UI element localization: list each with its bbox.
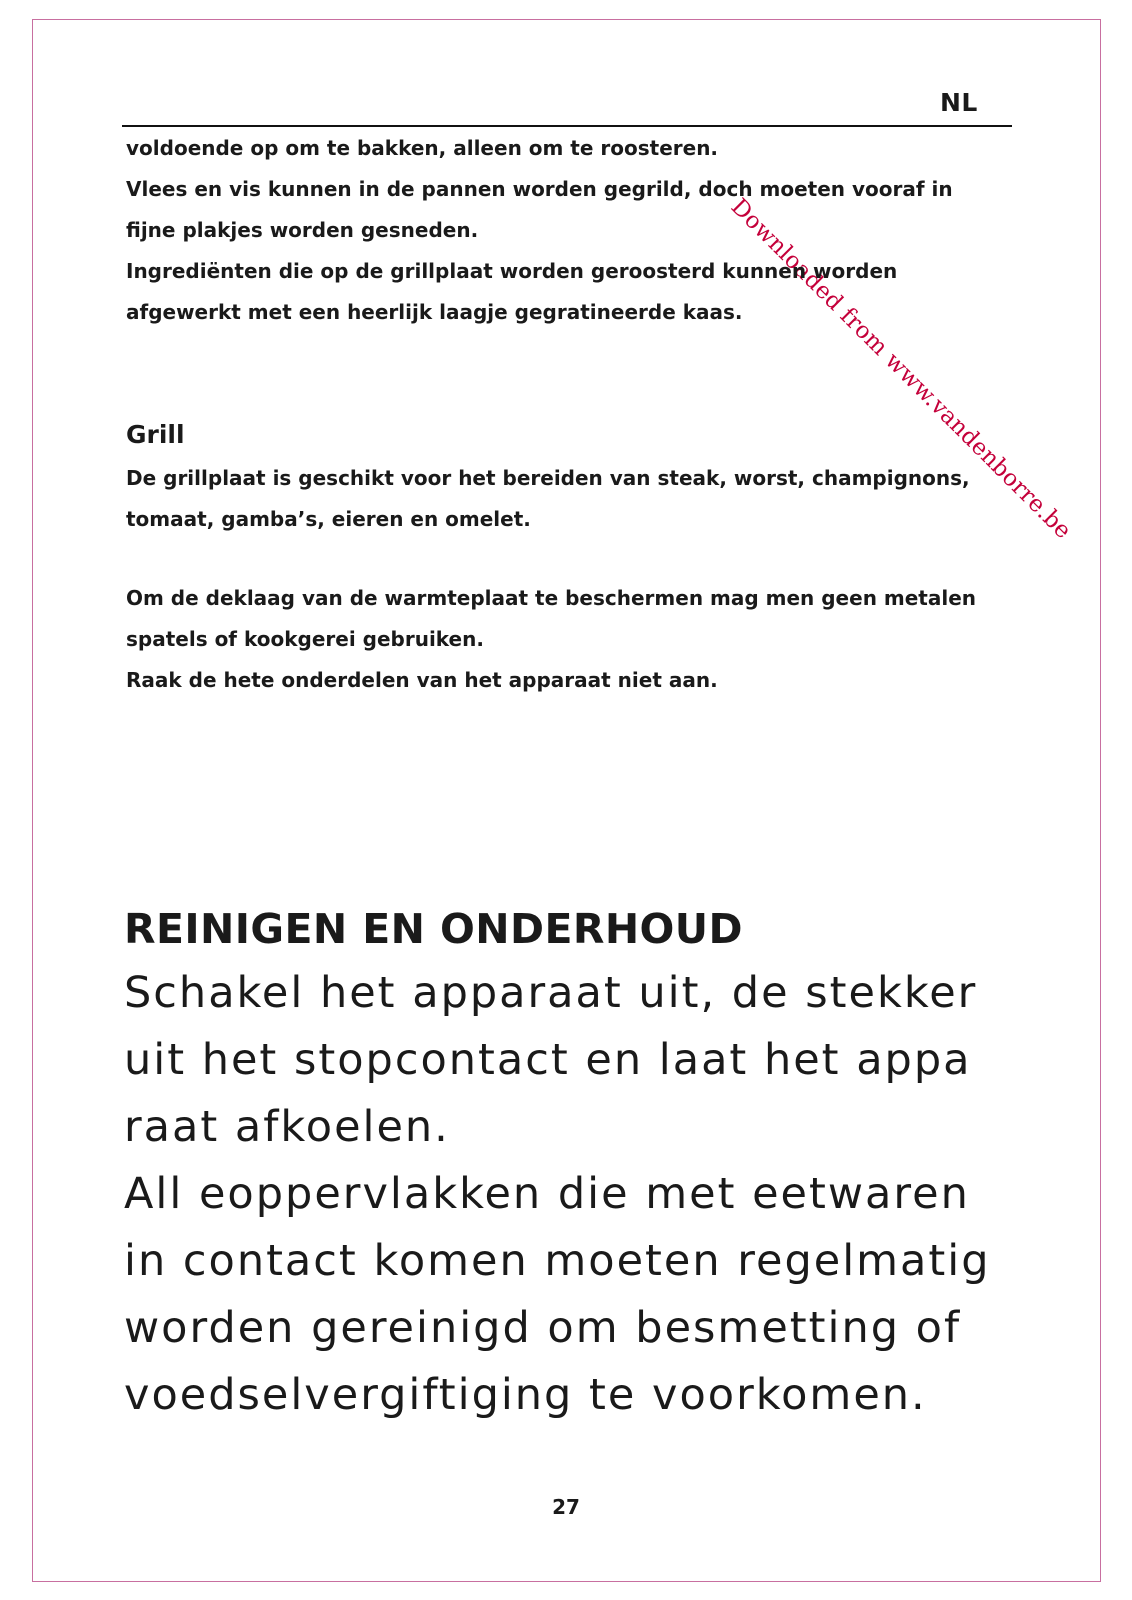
language-tag: NL [940,88,978,117]
page-number: 27 [552,1495,580,1519]
text-line: All eoppervlakken die met eetwaren [124,1169,970,1219]
text-line: in contact komen moeten regelmatig [124,1236,991,1286]
text-line: worden gereinigd om besmetting of [124,1303,962,1353]
text-line: Raak de hete onderdelen van het apparaat niet aan. [126,668,718,692]
text-line: tomaat, gamba’s, eieren en omelet. [126,507,531,531]
header-rule [122,125,1012,127]
text-line: Om de deklaag van de warmteplaat te beschermen mag men geen metalen [126,586,977,610]
text-line: afgewerkt met een heerlijk laagje gegratineerde kaas. [126,300,743,324]
section-title: REINIGEN EN ONDERHOUD [124,905,743,953]
text-line: Vlees en vis kunnen in de pannen worden gegrild, doch moeten vooraf in [126,177,953,201]
text-line: voedselvergiftiging te voorkomen. [124,1370,927,1420]
text-line: voldoende op om te bakken, alleen om te roosteren. [126,136,719,160]
grill-heading: Grill [126,420,185,449]
watermark: Downloaded from www.vandenborre.be [725,193,1077,545]
intro-paragraph [126,128,953,333]
text-line: Ingrediënten die op de grillplaat worden geroosterd kunnen worden [126,259,898,283]
text-line: De grillplaat is geschikt voor het bereiden van steak, worst, champignons, [126,466,970,490]
grill-paragraph-1 [126,458,970,540]
text-line: Schakel het apparaat uit, de stekker [124,968,978,1018]
grill-paragraph-2 [126,578,976,701]
cleaning-instructions [124,960,991,1429]
text-line: spatels of kookgerei gebruiken. [126,627,484,651]
text-line: uit het stopcontact en laat het appa [124,1035,972,1085]
text-line: fijne plakjes worden gesneden. [126,218,479,242]
text-line: raat afkoelen. [124,1102,450,1152]
